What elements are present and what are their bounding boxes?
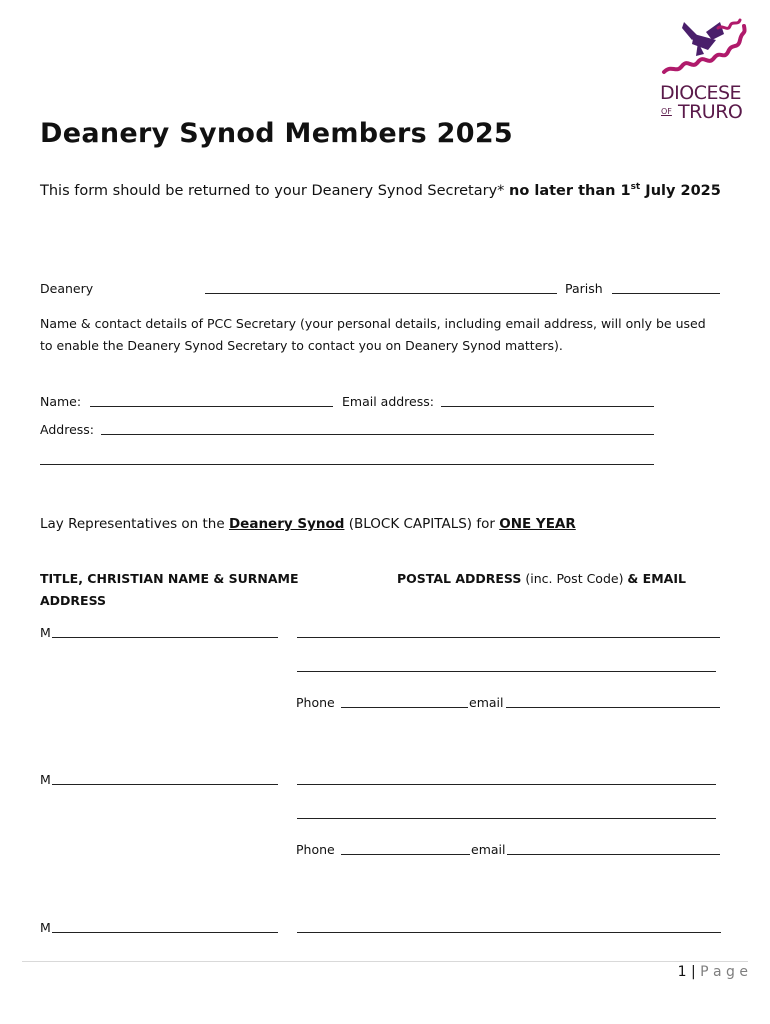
intro-deadline — [509, 183, 721, 199]
col2-header — [397, 571, 686, 586]
pcc-note-line1: Name & contact details of PCC Secretary (your personal details, including email address, will only be used — [40, 316, 706, 331]
col2-header-tail: & EMAIL — [627, 571, 686, 586]
entry2-address-field-1[interactable] — [297, 784, 716, 785]
entry3-prefix: M — [40, 920, 51, 935]
intro-deadline-sup: st — [630, 182, 641, 193]
entry2-name-field[interactable] — [52, 784, 278, 785]
name-field[interactable] — [90, 406, 333, 407]
address-field-1[interactable] — [101, 434, 654, 435]
page-word: P a g e — [700, 964, 748, 980]
diocese-logo — [656, 14, 752, 124]
page-footer — [678, 964, 748, 980]
entry2-phone-label: Phone — [296, 842, 335, 857]
intro-deadline-b: July 2025 — [640, 183, 721, 199]
parish-field[interactable] — [612, 293, 720, 294]
email-label: Email address: — [342, 394, 434, 409]
intro-plain: This form should be returned to your Deanery Synod Secretary* — [40, 183, 510, 199]
entry1-email-label: email — [469, 695, 504, 710]
col1-header-line1: TITLE, CHRISTIAN NAME & SURNAME — [40, 571, 299, 586]
address-label: Address: — [40, 422, 94, 437]
intro-text — [40, 182, 740, 200]
lay-prefix: Lay Representatives on the — [40, 516, 229, 532]
entry1-name-field[interactable] — [52, 637, 278, 638]
entry1-address-field-1[interactable] — [297, 637, 720, 638]
deanery-field[interactable] — [205, 293, 557, 294]
entry2-phone-field[interactable] — [341, 854, 470, 855]
col1-header-line2: ADDRESS — [40, 593, 107, 608]
entry2-email-field[interactable] — [507, 854, 720, 855]
entry1-phone-label: Phone — [296, 695, 335, 710]
entry1-phone-field[interactable] — [341, 707, 468, 708]
entry1-address-field-2[interactable] — [297, 671, 716, 672]
logo-truro-text: TRURO — [678, 101, 743, 123]
dove-emblem-icon — [658, 14, 748, 80]
entry3-address-field-1[interactable] — [297, 932, 721, 933]
pcc-note-line2: to enable the Deanery Synod Secretary to contact you on Deanery Synod matters). — [40, 338, 563, 353]
entry1-email-field[interactable] — [506, 707, 720, 708]
col2-header-normal: (inc. Post Code) — [521, 571, 628, 586]
name-label: Name: — [40, 394, 82, 409]
intro-deadline-a: no later than 1 — [509, 183, 631, 199]
entry2-address-field-2[interactable] — [297, 818, 716, 819]
entry2-email-label: email — [471, 842, 506, 857]
page-number: 1 — [677, 964, 687, 980]
logo-diocese-text: DIOCESE — [660, 82, 742, 104]
address-field-2[interactable] — [40, 464, 654, 465]
entry2-prefix: M — [40, 772, 51, 787]
deanery-label: Deanery — [40, 281, 94, 296]
entry3-name-field[interactable] — [52, 932, 278, 933]
col2-header-bold: POSTAL ADDRESS — [397, 571, 522, 586]
entry1-prefix: M — [40, 625, 51, 640]
email-field[interactable] — [441, 406, 654, 407]
page-title: Deanery Synod Members 2025 — [40, 118, 514, 149]
lay-one-year: ONE YEAR — [499, 516, 576, 532]
lay-middle: (BLOCK CAPITALS) for — [344, 516, 500, 532]
parish-label: Parish — [565, 281, 603, 296]
page-separator: | — [690, 964, 696, 980]
footer-divider — [22, 961, 748, 962]
lay-synod: Deanery Synod — [228, 516, 345, 532]
lay-heading — [40, 516, 576, 532]
logo-of-text: OF — [661, 107, 672, 116]
